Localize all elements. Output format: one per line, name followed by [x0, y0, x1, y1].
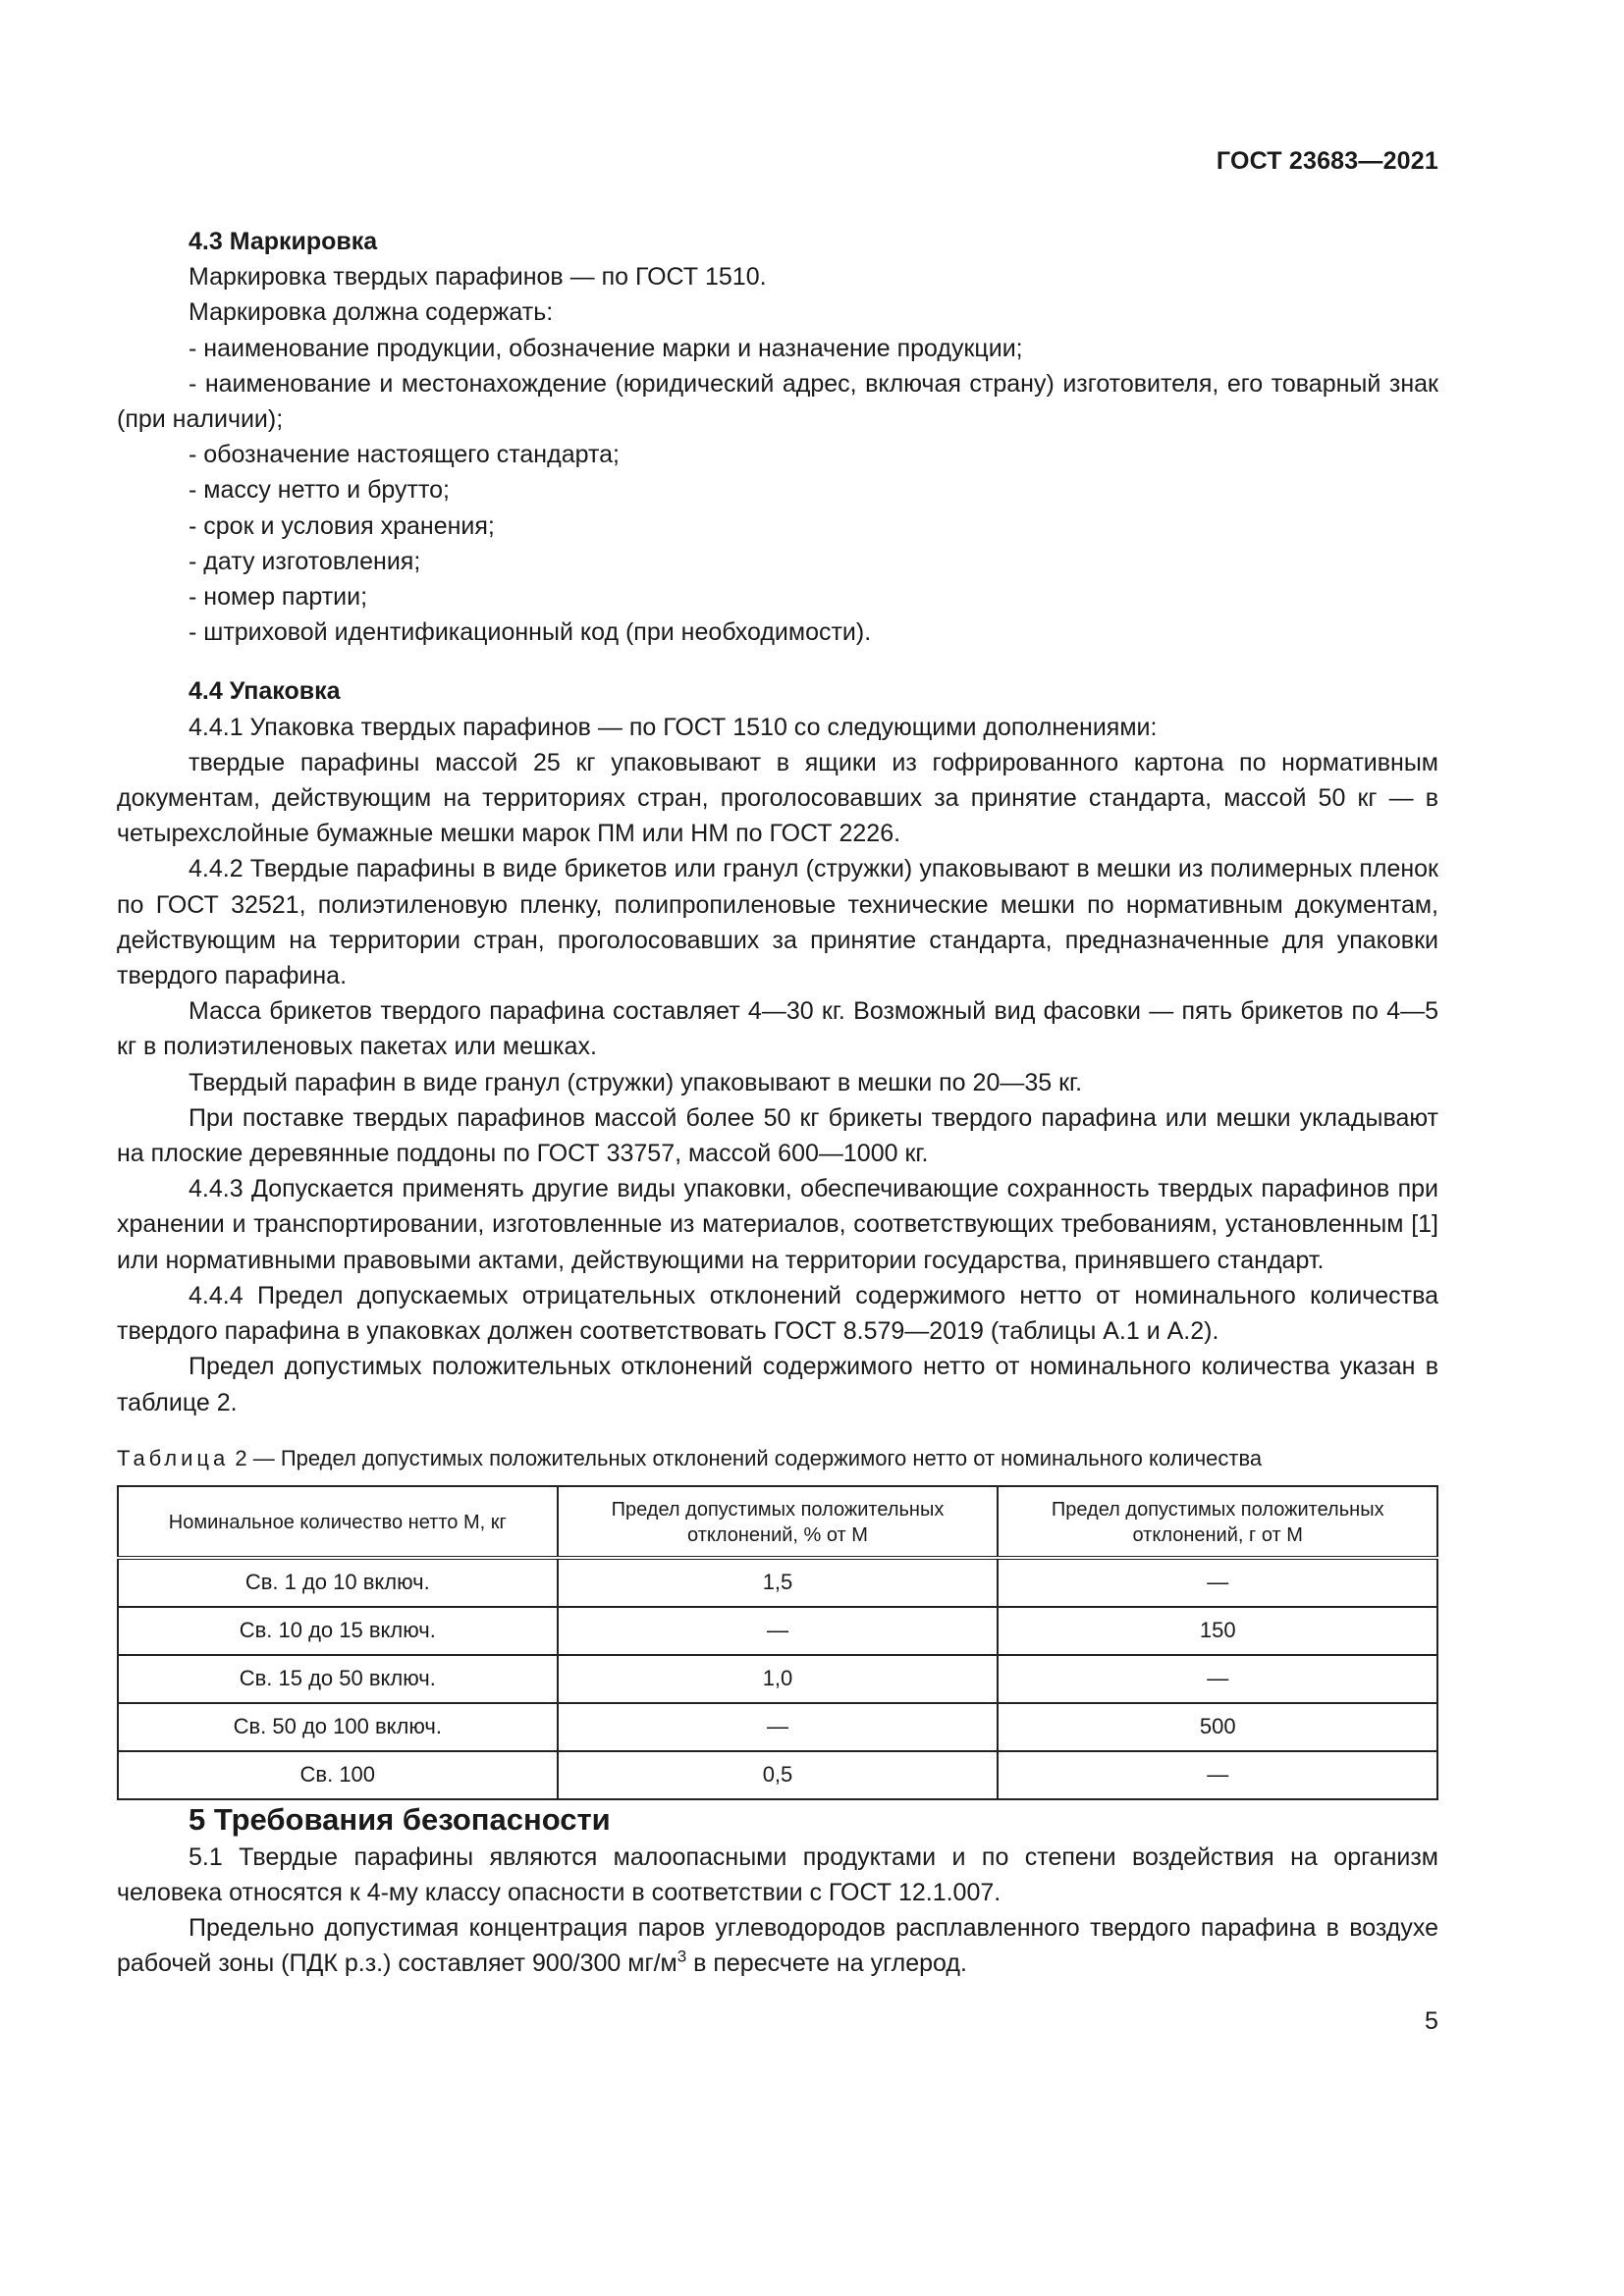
- paragraph: 4.4.2 Твердые парафины в виде брикетов или гранул (стружки) упаковывают в мешки из полимерных пленок по ГОСТ 32521, полиэтиленовую пленку, полипропиленовые технические мешки по нормативным документам, действующим на территории стран, проголосовавших за принятие стандарта, предназначенные для упаковки твердого парафина.: [117, 855, 1438, 990]
- section-4-4-title: 4.4 Упаковка: [189, 677, 341, 706]
- table-caption-text: 2 — Предел допустимых положительных отклонений содержимого нетто от номинального количества: [229, 1445, 1263, 1470]
- table-row: [118, 1607, 1437, 1655]
- paragraph: При поставке твердых парафинов массой более 50 кг брикеты твердого парафина или мешки укладывают на плоские деревянные поддоны по ГОСТ 33757, массой 600—1000 кг.: [117, 1103, 1438, 1168]
- document-code-header: ГОСТ 23683—2021: [1216, 147, 1438, 175]
- paragraph: 4.4.1 Упаковка твердых парафинов — по ГОСТ 1510 со следующими дополнениями:: [189, 713, 1158, 741]
- column-header: Предел допустимых положительных отклонений, г от М: [998, 1486, 1437, 1558]
- paragraph: Масса брикетов твердого парафина составляет 4—30 кг. Возможный вид фасовки — пять брикетов по 4—5 кг в полиэтиленовых пакетах или мешках.: [117, 997, 1438, 1061]
- table-cell: —: [998, 1558, 1437, 1607]
- list-item: - обозначение настоящего стандарта;: [189, 441, 620, 469]
- paragraph: Маркировка должна содержать:: [189, 298, 554, 327]
- column-header: Предел допустимых положительных отклонений, % от М: [558, 1486, 999, 1558]
- list-item: - наименование и местонахождение (юридический адрес, включая страну) изготовителя, его товарный знак (при наличии);: [117, 369, 1438, 434]
- paragraph: 5.1 Твердые парафины являются малоопасными продуктами и по степени воздействия на организм человека относятся к 4-му классу опасности в соответствии с ГОСТ 12.1.007.: [117, 1842, 1438, 1906]
- table-cell: 1,0: [558, 1655, 999, 1703]
- table-cell: 150: [998, 1607, 1437, 1655]
- table-caption-label: Таблица: [117, 1445, 230, 1470]
- table-2-caption: [117, 1444, 1438, 1473]
- superscript: 3: [677, 1947, 687, 1966]
- paragraph: [117, 1910, 1438, 1981]
- column-header: Номинальное количество нетто М, кг: [118, 1486, 558, 1558]
- paragraph-text: Предельно допустимая концентрация паров углеводородов расплавленного твердого парафина в воздухе рабочей зоны (ПДК р.з.) составляет 900/300 мг/м: [117, 1914, 1438, 1978]
- paragraph: Маркировка твердых парафинов — по ГОСТ 1510.: [189, 263, 767, 292]
- table-row: [118, 1751, 1437, 1799]
- table-header-row: [118, 1486, 1437, 1558]
- section-4-3-title: 4.3 Маркировка: [189, 228, 378, 255]
- table-cell: —: [998, 1655, 1437, 1703]
- list-item: - срок и условия хранения;: [189, 511, 495, 540]
- table-2: [117, 1485, 1438, 1800]
- paragraph: Твердый парафин в виде гранул (стружки) упаковывают в мешки по 20—35 кг.: [189, 1068, 1083, 1096]
- table-cell: 1,5: [558, 1558, 999, 1607]
- table-cell: Св. 100: [118, 1751, 558, 1799]
- paragraph: Предел допустимых положительных отклонений содержимого нетто от номинального количества указан в таблице 2.: [117, 1353, 1438, 1416]
- paragraph: 4.4.3 Допускается применять другие виды упаковки, обеспечивающие сохранность твердых парафинов при хранении и транспортировании, изготовленные из материалов, соответствующих требованиям, установленным [1] или нормативными правовыми актами, действующими на территории государства, принявшего стандарт.: [117, 1175, 1438, 1274]
- table-cell: Св. 10 до 15 включ.: [118, 1607, 558, 1655]
- list-item: - массу нетто и брутто;: [189, 476, 450, 505]
- table-row: [118, 1703, 1437, 1751]
- table-row: [118, 1655, 1437, 1703]
- table-cell: Св. 1 до 10 включ.: [118, 1558, 558, 1607]
- table-cell: —: [558, 1703, 999, 1751]
- paragraph: 4.4.4 Предел допускаемых отрицательных отклонений содержимого нетто от номинального количества твердого парафина в упаковках должен соответствовать ГОСТ 8.579—2019 (таблицы А.1 и А.2).: [117, 1281, 1438, 1346]
- table-row: [118, 1558, 1437, 1607]
- page-content: [117, 224, 1438, 1982]
- table-cell: 500: [998, 1703, 1437, 1751]
- list-item: - дату изготовления;: [189, 547, 421, 575]
- list-item: - штриховой идентификационный код (при необходимости).: [189, 618, 872, 647]
- table-cell: Св. 15 до 50 включ.: [118, 1655, 558, 1703]
- section-5-title: 5 Требования безопасности: [189, 1801, 611, 1837]
- table-cell: —: [558, 1607, 999, 1655]
- paragraph-text: в пересчете на углерод.: [686, 1949, 967, 1978]
- page-number: 5: [1425, 2007, 1438, 2035]
- paragraph: твердые парафины массой 25 кг упаковывают в ящики из гофрированного картона по нормативным документам, действующим на территориях стран, проголосовавших за принятие стандарта, массой 50 кг — в четырехслойные бумажные мешки марок ПМ или НМ по ГОСТ 2226.: [117, 748, 1438, 848]
- table-cell: Св. 50 до 100 включ.: [118, 1703, 558, 1751]
- table-cell: 0,5: [558, 1751, 999, 1799]
- list-item: - наименование продукции, обозначение марки и назначение продукции;: [189, 334, 1023, 362]
- list-item: - номер партии;: [189, 583, 368, 612]
- table-cell: —: [998, 1751, 1437, 1799]
